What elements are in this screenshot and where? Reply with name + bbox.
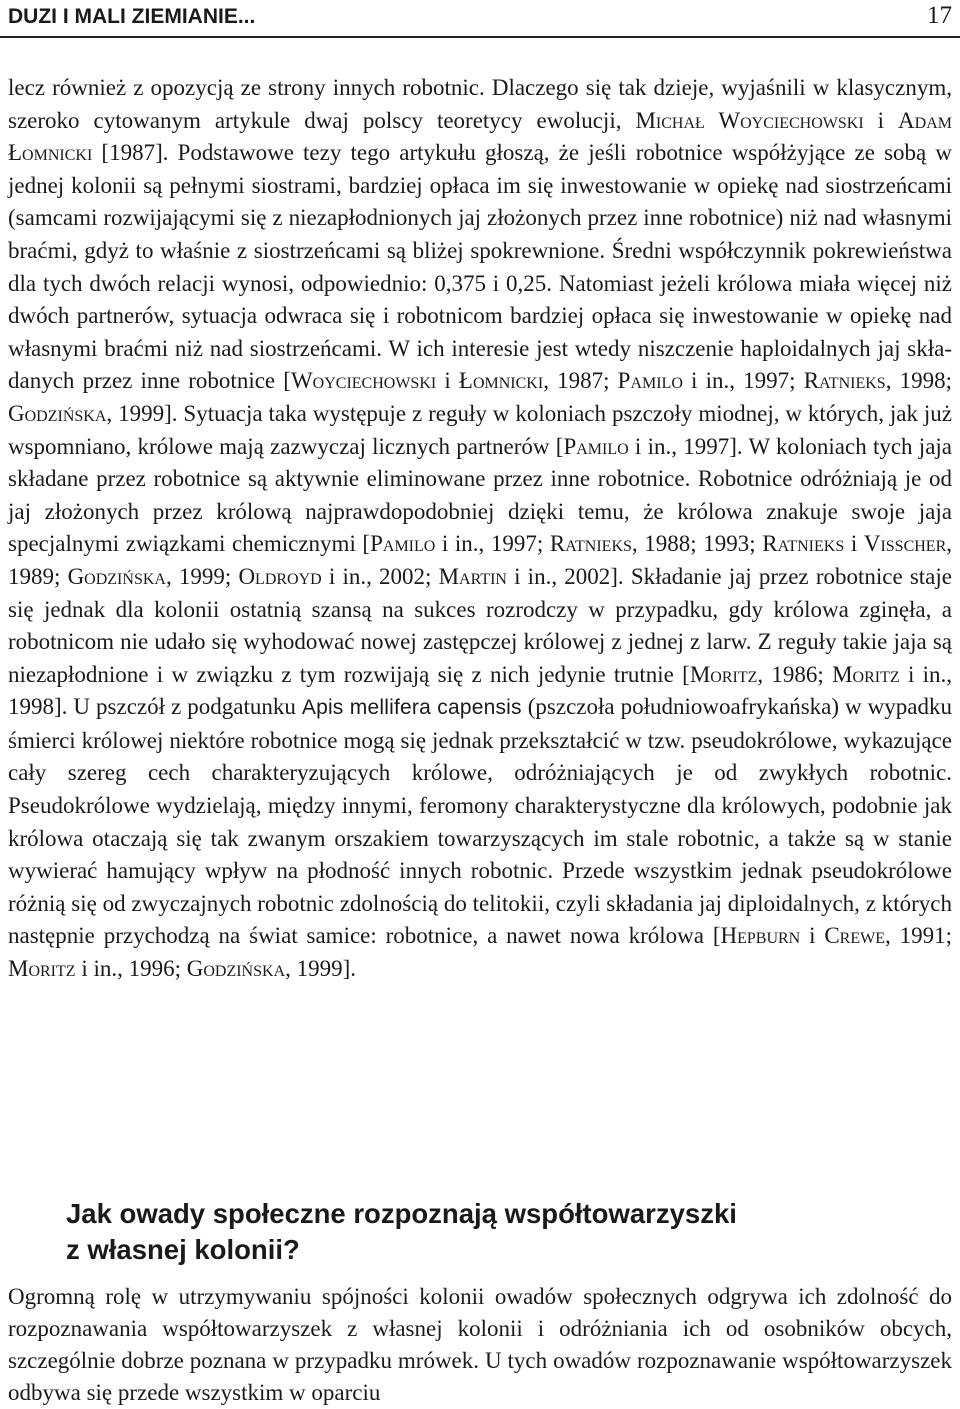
author-name: Moritz [8, 956, 76, 982]
text-run: i in., 2002]. Składanie jaj przez robotnice staje się jednak dla kolonii ostatnią szansą na sukces rozrodczy w przypadku, gdy królowa zginęła, a robotnicom nie udało się wyhodować nowej zastępczej królowej z jednej z larw. Z reguły takie jaja są niezapłodnione i w związku z tym rozwijają się z nich jedynie trutnie [ [8, 563, 952, 687]
section-heading-line-1: Jak owady społeczne rozpoznają współtowarzyszki [66, 1198, 737, 1229]
page-number: 17 [927, 2, 952, 29]
author-name: Moritz [832, 661, 900, 687]
author-name: Ratnieks [762, 531, 845, 557]
running-header [0, 0, 960, 38]
author-name: Moritz [689, 661, 758, 687]
text-run: , 1988; 1993; [631, 531, 763, 557]
author-name: Pamilo [370, 531, 436, 557]
author-name: Pamilo [617, 368, 683, 394]
author-name: Hepburn [720, 923, 801, 949]
text-run: lecz również z opozycją ze strony innych robotnic. Dlaczego się tak dzieje, wyjaśnili w klasycznym, szeroko cytowanym artykule dwaj polscy teoretycy ewolucji, [8, 75, 952, 133]
species-name: Apis mellifera capensis [301, 696, 522, 720]
paragraph-2-text: Ogromną rolę w utrzymywaniu spójności kolonii owadów społecznych odgrywa ich zdolność do rozpoznawania współtowarzyszek z własnej kolonii i odróżniania ich od osobników obcych, szczególnie dobrze poznana w przypadku mrówek. U tych owadów rozpoznawanie współtowarzyszek odbywa się przede wszystkim w oparciu [8, 1284, 952, 1405]
section-heading [66, 1196, 946, 1268]
text-run: i in., 1998]. U pszczół z podgatunku [8, 661, 953, 720]
text-run: i in., 1997; [682, 368, 804, 394]
text-run: (pszczoła południowoafrykańska) w wypadku śmierci królowej niektóre robotnice mogą się jednak przekształcić w tzw. pseudokrólowe, wykazujące cały szereg cech charakteryzujących królowe, odróżniających je od zwykłych robotnic. Pseudokrólowe wydzielają, między innymi, feromony charakterystyczne dla królowych, podobnie jak królowa otaczają się tak zwanym orszakiem towarzyszących im stale robotnic, a także są w stanie wywierać hamujący wpływ na płodność innych robotnic. Przede wszystkim jednak pseudokrólowe różnią się od zwyczajnych robotnic zdolnością do telitokii, czyli składania jaj diploidalnych, z których następnie przychodzą na świat samice: robotnice, a nawet nowa królowa [ [8, 694, 953, 949]
text-run: i [800, 923, 825, 949]
text-run: , 1989; [8, 531, 953, 589]
body-paragraph-1 [8, 72, 952, 986]
text-run: , 1998; [885, 368, 952, 394]
text-run: , 1987; [543, 368, 618, 394]
author-name: Ratnieks [549, 531, 632, 557]
author-name: Godzińska [67, 563, 166, 589]
author-name: Łomnicki [458, 368, 544, 394]
author-name: Ratnieks [803, 368, 886, 394]
author-name: Martin [438, 563, 507, 589]
author-name: Godzińska [186, 956, 286, 982]
author-name: Visscher [863, 531, 947, 557]
paragraph-1-text [8, 72, 952, 986]
text-run: , 1999]. Sytuacja taka występuje z reguły w koloniach pszczoły miodnej, w których, jak już wspomniano, królowe mają zazwyczaj licznych partnerów [ [8, 400, 952, 459]
author-name: Woyciechowski [290, 368, 437, 394]
text-run: , 1999]. [285, 956, 357, 982]
body-paragraph-2 [8, 1281, 952, 1409]
text-run: [1987]. Podstawowe tezy tego artykułu głoszą, że jeśli robotnice współżyjące ze sobą w jednej kolonii są pełnymi siostrami, bardziej opłaca im się inwestowanie w opiekę nad siostrzeńcami (samcami rozwijającymi się z niezapłodnionych jaj złożonych przez inne robotnice) niż nad własnymi braćmi, gdyż to właśnie z siostrzeńcami są bliżej spokrewnione. Średni współczynnik pokrewieństwa dla tych dwóch relacji wynosi, odpowiednio: 0,375 i 0,25. Natomiast jeżeli królowa miała więcej niż dwóch partnerów, sytuacja odwraca się i robotnicom bardziej opłaca się inwestowanie w opiekę nad własnymi braćmi niż nad siostrzeńcami. W ich interesie jest wtedy niszczenie haploidalnych jaj składanych przez inne robotnice [ [8, 140, 952, 394]
text-run: i in., 1997]. W koloniach tych jaja składane przez robotnice są aktywnie eliminowane przez inne robotnice. Robotnice odróżniają je od jaj złożonych przez królową najprawdopodobniej dzięki temu, że królowa znakuje swoje jaja specjalnymi związkami chemicznymi [ [8, 433, 952, 557]
text-run: , 1991; [885, 923, 953, 949]
author-name: Michał Woyciechowski [635, 107, 864, 133]
text-run: , 1986; [757, 661, 833, 687]
text-run: i [436, 368, 459, 394]
author-name: Crewe [824, 923, 886, 949]
text-run: i in., 1996; [75, 956, 187, 982]
author-name: Godzińska [8, 400, 107, 426]
text-run: , 1999; [165, 563, 239, 589]
section-heading-line-2: z własnej kolonii? [66, 1234, 300, 1265]
text-run: i [863, 107, 899, 133]
author-name: Adam Łomnicki [8, 107, 952, 166]
text-run: i in., 1997; [435, 531, 550, 557]
author-name: Pamilo [563, 433, 629, 459]
author-name: Oldroyd [238, 563, 322, 589]
running-header-title: DUZI I MALI ZIEMIANIE... [8, 5, 256, 28]
text-run: i [844, 531, 864, 557]
text-run: i in., 2002; [321, 563, 439, 589]
